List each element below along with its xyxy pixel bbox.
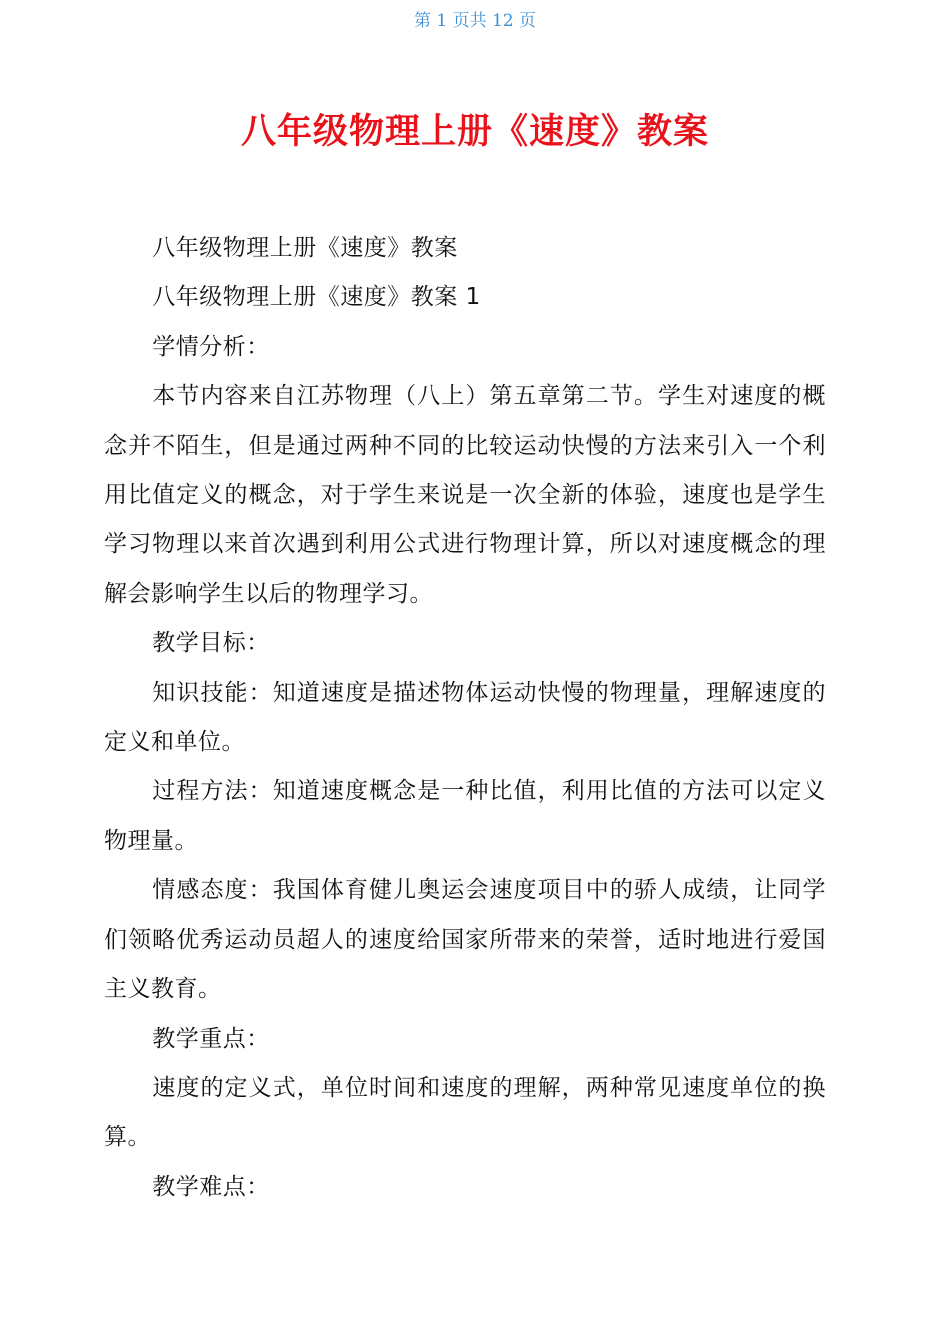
section-heading-student-analysis: 学情分析： xyxy=(152,333,270,360)
document-body xyxy=(104,224,826,1212)
section-heading-teaching-goals: 教学目标： xyxy=(152,630,270,657)
paragraph-process-methods: 过程方法：知道速度概念是一种比值，利用比值的方法可以定义物理量。 xyxy=(104,778,826,854)
section-heading-key-points: 教学重点： xyxy=(152,1025,270,1052)
section-heading-difficulties: 教学难点： xyxy=(152,1173,270,1200)
page-number-header: 第 1 页共 12 页 xyxy=(413,11,537,31)
paragraph-emotional-attitude: 情感态度：我国体育健儿奥运会速度项目中的骄人成绩，让同学们领略优秀运动员超人的速度给国家所带来的荣誉，适时地进行爱国主义教育。 xyxy=(104,877,826,1003)
paragraph-doc-name: 八年级物理上册《速度》教案 xyxy=(152,235,458,261)
document-title: 八年级物理上册《速度》教案 xyxy=(240,112,709,152)
paragraph-knowledge-skills: 知识技能：知道速度是描述物体运动快慢的物理量，理解速度的定义和单位。 xyxy=(104,679,826,756)
paragraph-student-analysis: 本节内容来自江苏物理（八上）第五章第二节。学生对速度的概念并不陌生，但是通过两种不同的比较运动快慢的方法来引入一个利用比值定义的概念，对于学生来说是一次全新的体验，速度也是学生学习物理以来首次遇到利用公式进行物理计算，所以对速度概念的理解会影响学生以后的物理学习。 xyxy=(104,383,826,607)
paragraph-key-points: 速度的定义式，单位时间和速度的理解，两种常见速度单位的换算。 xyxy=(104,1074,826,1151)
paragraph-lesson-plan-heading: 八年级物理上册《速度》教案 1 xyxy=(152,284,481,311)
